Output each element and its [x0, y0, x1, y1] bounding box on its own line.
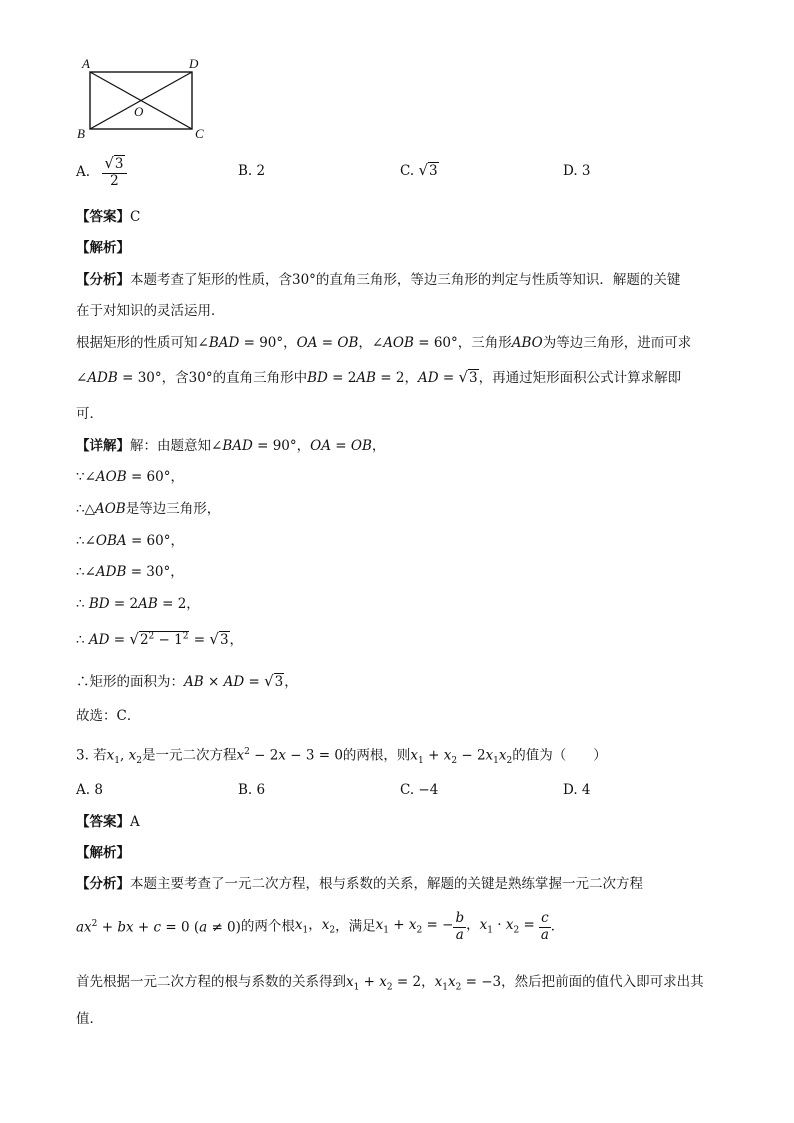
- q3-para-line1: 首先根据一元二次方程的根与系数的关系得到$x_1 + x_2 = 2$，$x_1x_2 = -3$，然后把前面的值代入即可求出其: [76, 974, 704, 993]
- q2-option-c-letter: C.: [400, 163, 415, 179]
- q2-para-line1: 根据矩形的性质可知∠BAD = 90°，OA = OB，∠AOB = 60°，三角形ABO为等边三角形，进而可求: [76, 335, 692, 351]
- rectangle-figure: [74, 54, 214, 146]
- q2-para1b: ，三角形: [457, 335, 512, 351]
- q2-step-4: ∴∠ADB = 30°，: [76, 564, 184, 580]
- q2-detail-intro: 解：由题意知∠: [130, 438, 223, 454]
- q3-stem-d: 的值为（ ）: [512, 747, 607, 764]
- q2-step-equilateral: 是等边三角形，: [125, 501, 221, 517]
- q2-para1a: 根据矩形的性质可知∠: [76, 335, 209, 351]
- q2-option-d: D. 3: [563, 163, 591, 179]
- q3-answer: [76, 816, 140, 830]
- q3-fenxi-tag: 【分析】: [76, 876, 130, 892]
- q2-option-a-letter: A.: [76, 163, 91, 180]
- q2-fenxi-line2: 在于对知识的灵活运用．: [76, 303, 225, 319]
- q3-fenxi2a: 的两个根: [240, 918, 295, 935]
- q3-para1b: ，然后把前面的值代入即可求出其: [501, 974, 704, 990]
- q2-step-area: ∴矩形的面积为：AB × AD = √3，: [76, 672, 298, 690]
- q2-area-label: ∴矩形的面积为：: [76, 674, 184, 690]
- q2-step-6: ∴ AD = $√2^2 - 1^2 = √3$，: [76, 630, 244, 648]
- q3-analysis-tag: 【解析】: [76, 845, 130, 861]
- q3-answer-tag: 【答案】: [76, 814, 130, 830]
- q2-para2b: ，再通过矩形面积公式计算求解即: [478, 370, 682, 386]
- q3-stem: 3. 若$x_1$, $x_2$是一元二次方程$x^2 - 2x - 3 = 0$的两根，则$x_1 + x_2 - 2x_1x_2$的值为（ ）: [76, 747, 607, 767]
- q3-fenxi-line2: $ax^2$ + bx + c = 0 (a ≠ 0)的两个根$x_1$，$x_2$，满足$x_1 + x_2$ = − $\frac{b}{a}$ ，$x_1 \cdot x_2$ = $\frac{c}{a}$ ．: [76, 910, 565, 943]
- label-a: A: [82, 56, 90, 71]
- q3-stem-a: 3. 若: [76, 747, 107, 764]
- q2-option-a: A. $\frac{√3}{2}$: [76, 156, 127, 188]
- q2-fenxi-line1: [76, 274, 680, 288]
- q3-option-a: A. 8: [76, 782, 103, 798]
- label-b: B: [77, 126, 85, 141]
- q2-detail-line: 【详解】解：由题意知∠BAD = 90°，OA = OB，: [76, 438, 386, 454]
- q2-answer-value: C: [130, 209, 141, 225]
- q3-option-d: D. 4: [563, 782, 591, 798]
- q2-para2a: ，含30°的直角三角形中: [161, 370, 308, 386]
- q2-para-line2: ∠ADB = 30°，含30°的直角三角形中BD = 2AB = 2，AD = √3，再通过矩形面积公式计算求解即: [76, 368, 682, 386]
- q2-step-1: ∵∠AOB = 60°，: [76, 469, 184, 485]
- q3-option-c: C. −4: [400, 782, 439, 798]
- q2-option-b: B. 2: [238, 163, 266, 179]
- label-c: C: [195, 126, 204, 141]
- q3-answer-value: A: [130, 814, 140, 830]
- q3-fenxi-text1: 本题主要考查了一元二次方程，根与系数的关系，解题的关键是熟练掌握一元二次方程: [130, 876, 643, 892]
- q3-stem-c: 的两根，则: [342, 747, 411, 764]
- q2-fenxi-tag: 【分析】: [76, 272, 130, 288]
- q2-detail-tag: 【详解】: [76, 438, 130, 454]
- q2-para-line3: 可．: [76, 406, 103, 422]
- q2-step-5: ∴ BD = 2AB = 2，: [76, 596, 200, 612]
- q3-para-line2: 值．: [76, 1011, 103, 1027]
- q3-option-b: B. 6: [238, 782, 266, 798]
- q3-fenxi-line1: [76, 878, 643, 892]
- q2-fenxi-text1: 本题考查了矩形的性质，含30°的直角三角形，等边三角形的判定与性质等知识．解题的关键: [130, 272, 681, 288]
- q2-answer: [76, 211, 140, 225]
- q2-choose: 故选：C．: [76, 708, 141, 724]
- q3-para1a: 首先根据一元二次方程的根与系数的关系得到: [76, 974, 346, 990]
- q2-step-3: ∴∠OBA = 60°，: [76, 533, 184, 549]
- q2-analysis-tag: 【解析】: [76, 240, 130, 256]
- q2-para1c: 为等边三角形，进而可求: [542, 335, 692, 351]
- q2-answer-tag: 【答案】: [76, 209, 130, 225]
- q2-option-c: C. √3: [400, 161, 438, 179]
- label-o: O: [134, 104, 144, 119]
- q3-fenxi2b: ，满足: [335, 918, 376, 935]
- label-d: D: [189, 56, 199, 71]
- q2-because: ∵∠: [76, 469, 96, 485]
- q3-stem-b: 是一元二次方程: [141, 747, 237, 764]
- q2-step-2: ∴△AOB是等边三角形，: [76, 501, 221, 517]
